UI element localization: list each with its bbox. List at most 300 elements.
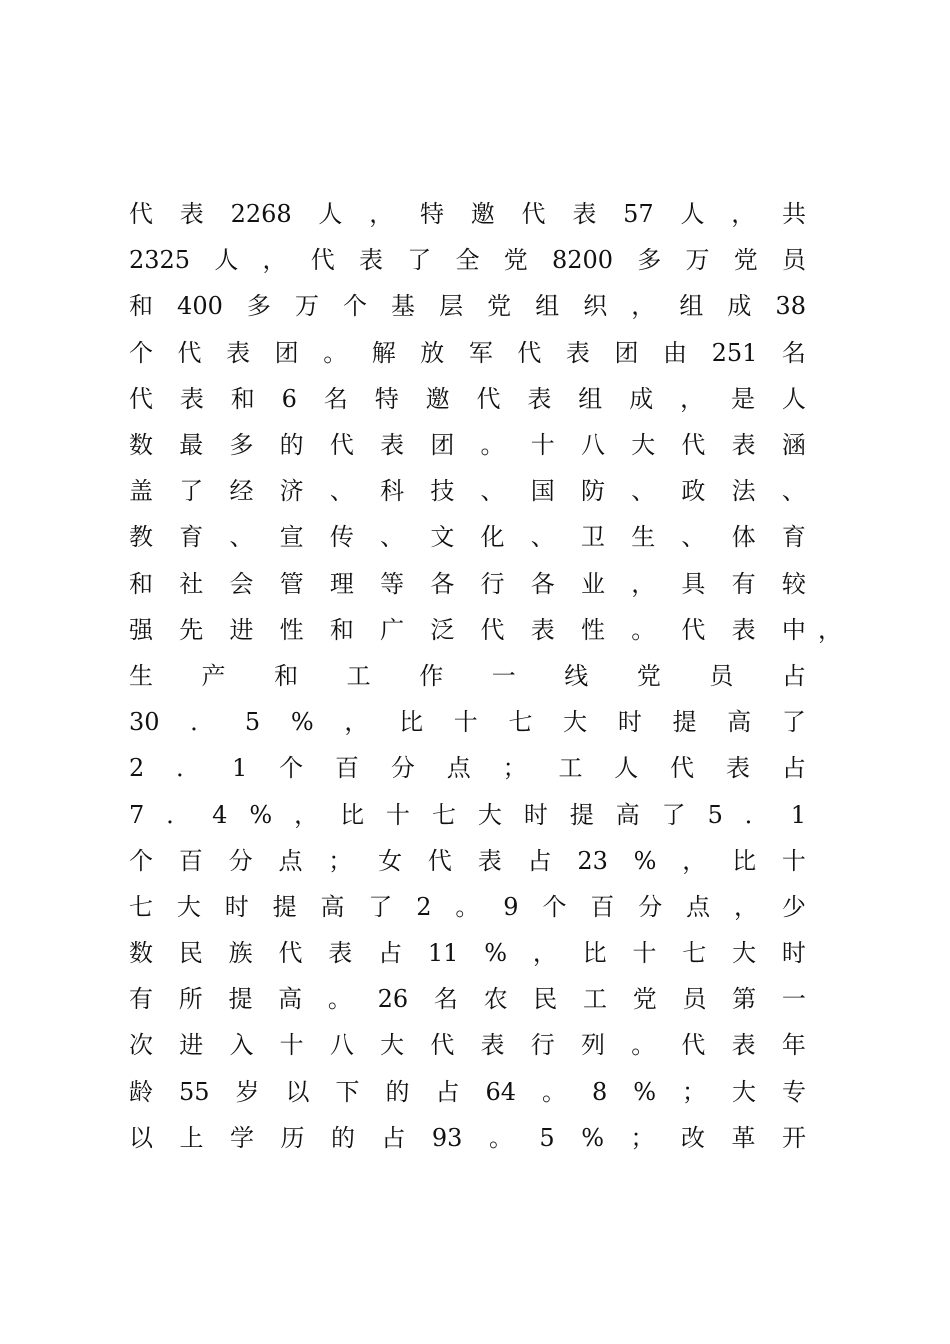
text-token: 卫 xyxy=(580,523,605,552)
text-token: 层 xyxy=(439,292,464,321)
text-token: 入 xyxy=(229,1031,254,1060)
text-line xyxy=(129,1069,806,1115)
text-token: ， xyxy=(682,846,707,875)
text-token: 表 xyxy=(572,200,597,229)
text-token: 各 xyxy=(430,569,455,598)
text-token: 体 xyxy=(731,523,756,552)
text-token: ， xyxy=(731,200,756,229)
text-token: 、 xyxy=(681,523,706,552)
text-token: 数 xyxy=(129,939,153,968)
text-token: ， xyxy=(344,708,369,737)
text-token: 代 xyxy=(670,754,695,783)
text-token: 学 xyxy=(229,1123,254,1152)
text-token: 盖 xyxy=(129,477,153,506)
text-token: 性 xyxy=(279,615,304,644)
text-token: 个 xyxy=(542,892,567,921)
text-token: ， xyxy=(294,800,319,829)
text-token: 邀 xyxy=(425,384,450,413)
text-token: 八 xyxy=(329,1031,354,1060)
text-token: 2268 xyxy=(230,200,292,229)
text-token: ； xyxy=(502,754,527,783)
text-token: 表 xyxy=(565,338,590,367)
text-token: 4 xyxy=(212,800,228,829)
text-token: 了 xyxy=(179,477,204,506)
text-token: 、 xyxy=(380,523,405,552)
text-token: 大 xyxy=(732,939,757,968)
text-token: 和 xyxy=(329,615,354,644)
text-token: 人 xyxy=(214,246,239,275)
text-token: 人 xyxy=(680,200,705,229)
text-token: 名 xyxy=(433,985,458,1014)
text-token: 上 xyxy=(179,1123,204,1152)
text-token: 的 xyxy=(279,431,304,460)
text-token: 以 xyxy=(129,1123,153,1152)
text-token: 9 xyxy=(503,892,519,921)
text-token: 提 xyxy=(272,892,297,921)
text-token: 提 xyxy=(569,800,594,829)
text-token: 团 xyxy=(614,338,639,367)
text-token: 30 xyxy=(129,708,160,737)
text-token: 代 xyxy=(480,615,505,644)
text-token: 放 xyxy=(420,338,445,367)
text-token: 党 xyxy=(503,246,528,275)
text-token: 一 xyxy=(781,985,806,1014)
text-token: 表 xyxy=(359,246,384,275)
text-token: 分 xyxy=(228,846,253,875)
text-token: 251 xyxy=(711,338,758,367)
text-token: 代 xyxy=(681,615,706,644)
text-token: 人 xyxy=(781,384,806,413)
text-token: ； xyxy=(328,846,353,875)
text-token: 38 xyxy=(775,292,806,321)
text-line xyxy=(129,376,806,422)
text-token: 大 xyxy=(176,892,201,921)
text-token: 57 xyxy=(623,200,654,229)
text-token: 性 xyxy=(580,615,605,644)
text-token: 和 xyxy=(274,661,299,690)
text-token: 以 xyxy=(285,1077,310,1106)
text-token: % xyxy=(633,1077,657,1106)
text-token: 55 xyxy=(178,1077,210,1106)
text-token: 专 xyxy=(781,1077,806,1106)
text-line xyxy=(129,653,806,699)
text-token: 表 xyxy=(179,384,204,413)
text-token: 组 xyxy=(679,292,704,321)
text-token: 解 xyxy=(371,338,396,367)
text-token: 进 xyxy=(229,615,254,644)
text-token: 会 xyxy=(229,569,254,598)
text-token: 科 xyxy=(380,477,405,506)
text-token: 七 xyxy=(682,939,707,968)
text-token: 大 xyxy=(563,708,588,737)
text-token: 开 xyxy=(781,1123,806,1152)
text-token: 岁 xyxy=(235,1077,260,1106)
text-token: 织 xyxy=(583,292,608,321)
text-token: 提 xyxy=(672,708,697,737)
text-token: 1 xyxy=(790,800,806,829)
text-line xyxy=(129,283,806,329)
text-token: 表 xyxy=(226,338,251,367)
text-token: 教 xyxy=(129,523,153,552)
text-token: 传 xyxy=(329,523,354,552)
text-token: 名 xyxy=(323,384,348,413)
text-token: 11 xyxy=(427,939,459,968)
text-line xyxy=(129,514,806,560)
text-token: 较 xyxy=(781,569,806,598)
text-token: 23 xyxy=(577,846,608,875)
text-token: 是 xyxy=(730,384,755,413)
text-token: 所 xyxy=(178,985,203,1014)
text-token: 。 xyxy=(327,985,352,1014)
text-token: 代 xyxy=(517,338,542,367)
text-token: 族 xyxy=(228,939,253,968)
text-token: 代 xyxy=(310,246,335,275)
text-token: 邀 xyxy=(470,200,495,229)
text-token: 比 xyxy=(732,846,757,875)
text-token: 人 xyxy=(614,754,639,783)
text-token: 次 xyxy=(129,1031,153,1060)
text-token: 占 xyxy=(378,939,403,968)
text-token: 革 xyxy=(731,1123,756,1152)
text-token: 业 xyxy=(580,569,605,598)
text-token: 时 xyxy=(523,800,548,829)
text-token: 个 xyxy=(279,754,304,783)
text-token: 员 xyxy=(709,661,734,690)
text-line xyxy=(129,699,806,745)
text-token: 等 xyxy=(380,569,405,598)
text-token: 基 xyxy=(391,292,416,321)
text-token: 5 xyxy=(244,708,261,737)
text-line xyxy=(129,468,806,514)
text-token: 点 xyxy=(446,754,471,783)
text-token: 多 xyxy=(229,431,254,460)
text-token: 产 xyxy=(201,661,226,690)
text-token: 七 xyxy=(508,708,533,737)
text-token: 特 xyxy=(374,384,399,413)
text-token: 十 xyxy=(781,846,806,875)
text-token: 表 xyxy=(731,431,756,460)
text-token: 表 xyxy=(380,431,405,460)
text-token: 万 xyxy=(294,292,319,321)
text-token: 、 xyxy=(631,477,656,506)
text-token: 宣 xyxy=(279,523,304,552)
text-line xyxy=(129,745,806,791)
text-token: 点 xyxy=(278,846,303,875)
text-token: 泛 xyxy=(430,615,455,644)
text-token: 行 xyxy=(480,569,505,598)
text-token: 防 xyxy=(580,477,605,506)
text-token: 八 xyxy=(580,431,605,460)
text-token: 。 xyxy=(541,1077,566,1106)
text-line xyxy=(129,191,806,237)
text-token: ， xyxy=(631,292,656,321)
text-token: 时 xyxy=(224,892,249,921)
text-token: 党 xyxy=(636,661,661,690)
text-token: % xyxy=(581,1123,604,1152)
text-token: 占 xyxy=(527,846,552,875)
text-token: 团 xyxy=(430,431,455,460)
text-token: 作 xyxy=(419,661,444,690)
text-token: 比 xyxy=(399,708,424,737)
text-token: 占 xyxy=(435,1077,460,1106)
text-token: 和 xyxy=(129,569,153,598)
text-token: 表 xyxy=(527,384,552,413)
text-token: 行 xyxy=(530,1031,555,1060)
text-token: 比 xyxy=(340,800,365,829)
text-token: 政 xyxy=(681,477,706,506)
text-token: 团 xyxy=(274,338,299,367)
text-token: 大 xyxy=(732,1077,756,1106)
text-token: ． xyxy=(190,708,215,737)
text-token: 文 xyxy=(430,523,455,552)
text-token: 、 xyxy=(530,523,555,552)
text-token: 和 xyxy=(230,384,255,413)
text-token: 有 xyxy=(731,569,756,598)
text-token: 党 xyxy=(632,985,657,1014)
text-token: 的 xyxy=(385,1077,410,1106)
text-line xyxy=(129,330,806,376)
text-token: 2325 xyxy=(129,246,191,275)
text-token: 中 xyxy=(781,615,806,644)
text-token: 、 xyxy=(480,477,505,506)
text-token: % xyxy=(484,939,508,968)
text-token: 。 xyxy=(480,431,505,460)
text-token: 列 xyxy=(580,1031,605,1060)
text-token: 个 xyxy=(343,292,367,321)
text-token: 。 xyxy=(488,1123,513,1152)
text-token: 历 xyxy=(280,1123,305,1152)
text-token: 代 xyxy=(177,338,202,367)
text-token: 2 xyxy=(129,754,145,783)
text-token: ， xyxy=(631,569,656,598)
text-token: 表 xyxy=(530,615,555,644)
text-token: 工 xyxy=(346,661,371,690)
text-token: 代 xyxy=(430,1031,455,1060)
text-token: 成 xyxy=(727,292,752,321)
text-token: 高 xyxy=(278,985,303,1014)
text-token: 5 xyxy=(707,800,723,829)
text-token: 代 xyxy=(329,431,354,460)
text-token: 育 xyxy=(179,523,204,552)
text-line xyxy=(129,930,806,976)
text-token: 理 xyxy=(329,569,354,598)
text-token: 6 xyxy=(281,384,297,413)
text-token: 员 xyxy=(682,985,707,1014)
text-line xyxy=(129,1115,806,1161)
text-token: ， xyxy=(733,892,758,921)
text-token: 强 xyxy=(129,615,153,644)
text-token: 万 xyxy=(685,246,710,275)
text-token: 。 xyxy=(631,615,656,644)
text-token: 大 xyxy=(477,800,502,829)
text-token: 军 xyxy=(468,338,493,367)
text-token: 百 xyxy=(178,846,203,875)
text-token: 由 xyxy=(663,338,688,367)
text-token: 表 xyxy=(726,754,751,783)
text-token: 代 xyxy=(521,200,546,229)
text-token: 工 xyxy=(558,754,583,783)
text-line xyxy=(129,976,806,1022)
text-token: 百 xyxy=(335,754,359,783)
text-token: 时 xyxy=(617,708,642,737)
text-token: 女 xyxy=(378,846,403,875)
text-token: % xyxy=(633,846,657,875)
text-token: 改 xyxy=(680,1123,705,1152)
text-token: 26 xyxy=(377,985,409,1014)
text-token: 代 xyxy=(278,939,303,968)
text-token: ； xyxy=(682,1077,707,1106)
text-token: 了 xyxy=(407,246,432,275)
text-token: 组 xyxy=(535,292,560,321)
text-token: 分 xyxy=(638,892,663,921)
text-token: 十 xyxy=(632,939,657,968)
text-token: 社 xyxy=(179,569,204,598)
text-token: 工 xyxy=(583,985,608,1014)
text-line xyxy=(129,884,806,930)
text-token: 十 xyxy=(530,431,555,460)
text-token: 各 xyxy=(530,569,555,598)
text-token: 七 xyxy=(129,892,153,921)
text-token: % xyxy=(249,800,273,829)
text-token: 高 xyxy=(727,708,752,737)
text-token: 多 xyxy=(637,246,662,275)
text-token: 代 xyxy=(129,200,153,229)
text-token: 数 xyxy=(129,431,153,460)
text-token: 农 xyxy=(483,985,508,1014)
text-token: 、 xyxy=(329,477,354,506)
text-token: 表 xyxy=(731,615,756,644)
text-token: 表 xyxy=(328,939,353,968)
text-token: 线 xyxy=(564,661,589,690)
text-token: 了 xyxy=(368,892,393,921)
text-token: 64 xyxy=(485,1077,516,1106)
text-token: 1 xyxy=(232,754,248,783)
text-token: ， xyxy=(532,939,557,968)
text-line xyxy=(129,561,806,607)
text-token: 、 xyxy=(781,477,806,506)
text-token: 。 xyxy=(631,1031,656,1060)
text-token: 代 xyxy=(129,384,153,413)
text-token: 一 xyxy=(491,661,516,690)
text-token: ， xyxy=(262,246,287,275)
text-token: 代 xyxy=(681,431,706,460)
text-token: 分 xyxy=(390,754,415,783)
text-token: 了 xyxy=(661,800,686,829)
text-token: 法 xyxy=(731,477,756,506)
text-token: 高 xyxy=(615,800,640,829)
text-token: 。 xyxy=(455,892,480,921)
text-token: 龄 xyxy=(129,1077,153,1106)
text-token: ． xyxy=(176,754,201,783)
text-token: 员 xyxy=(781,246,806,275)
text-token: 七 xyxy=(431,800,456,829)
text-line xyxy=(129,1022,806,1068)
text-token: 十 xyxy=(453,708,478,737)
text-token: 涵 xyxy=(781,431,806,460)
text-token: 具 xyxy=(681,569,706,598)
text-token: 生 xyxy=(129,661,153,690)
text-token: 第 xyxy=(732,985,757,1014)
text-token: ． xyxy=(166,800,191,829)
text-token: 共 xyxy=(782,200,806,229)
text-token: % xyxy=(290,708,314,737)
text-token: 技 xyxy=(430,477,455,506)
text-token: 国 xyxy=(530,477,555,506)
text-token: 管 xyxy=(279,569,304,598)
text-token: 十 xyxy=(279,1031,304,1060)
text-token: 代 xyxy=(476,384,501,413)
text-token: 5 xyxy=(539,1123,555,1152)
text-token: 点 xyxy=(686,892,711,921)
text-token: 。 xyxy=(323,338,348,367)
text-line xyxy=(129,838,806,884)
text-token: 年 xyxy=(781,1031,806,1060)
text-token: 占 xyxy=(381,1123,406,1152)
text-token: 个 xyxy=(129,846,153,875)
text-token: 广 xyxy=(380,615,405,644)
text-token: 占 xyxy=(781,661,806,690)
text-token: 全 xyxy=(455,246,480,275)
text-token: 多 xyxy=(246,292,271,321)
text-token: 个 xyxy=(129,338,153,367)
text-token: 有 xyxy=(129,985,153,1014)
text-token: 最 xyxy=(179,431,204,460)
overhang-punctuation: ， xyxy=(818,615,842,644)
text-token: 和 xyxy=(129,292,153,321)
text-token: 民 xyxy=(533,985,558,1014)
text-token: 生 xyxy=(631,523,656,552)
text-token: 党 xyxy=(487,292,512,321)
text-line xyxy=(129,791,806,837)
text-token: 育 xyxy=(781,523,806,552)
text-token: 提 xyxy=(228,985,253,1014)
text-token: 高 xyxy=(320,892,345,921)
text-token: 百 xyxy=(590,892,615,921)
text-token: 成 xyxy=(629,384,654,413)
text-token: 少 xyxy=(781,892,806,921)
text-line xyxy=(129,607,842,653)
text-token: 代 xyxy=(681,1031,706,1060)
text-token: ． xyxy=(744,800,769,829)
text-token: 表 xyxy=(477,846,502,875)
text-token: 人 xyxy=(318,200,343,229)
text-token: 时 xyxy=(781,939,806,968)
text-token: ， xyxy=(369,200,394,229)
text-token: 特 xyxy=(419,200,444,229)
text-line xyxy=(129,422,806,468)
text-token: 的 xyxy=(330,1123,355,1152)
text-token: 组 xyxy=(578,384,603,413)
text-token: 8200 xyxy=(551,246,614,275)
text-token: 下 xyxy=(335,1077,360,1106)
text-token: 了 xyxy=(781,708,806,737)
text-token: 名 xyxy=(781,338,806,367)
text-token: 党 xyxy=(733,246,758,275)
text-token: 代 xyxy=(427,846,452,875)
text-token: 表 xyxy=(731,1031,756,1060)
text-token: 十 xyxy=(386,800,410,829)
text-token: 7 xyxy=(129,800,145,829)
text-token: 93 xyxy=(431,1123,463,1152)
body-text xyxy=(129,191,842,1161)
text-token: 民 xyxy=(178,939,203,968)
text-token: 2 xyxy=(416,892,432,921)
text-token: 经 xyxy=(229,477,254,506)
text-token: 先 xyxy=(179,615,204,644)
text-token: ， xyxy=(680,384,705,413)
text-token: ； xyxy=(630,1123,655,1152)
text-token: 进 xyxy=(179,1031,204,1060)
